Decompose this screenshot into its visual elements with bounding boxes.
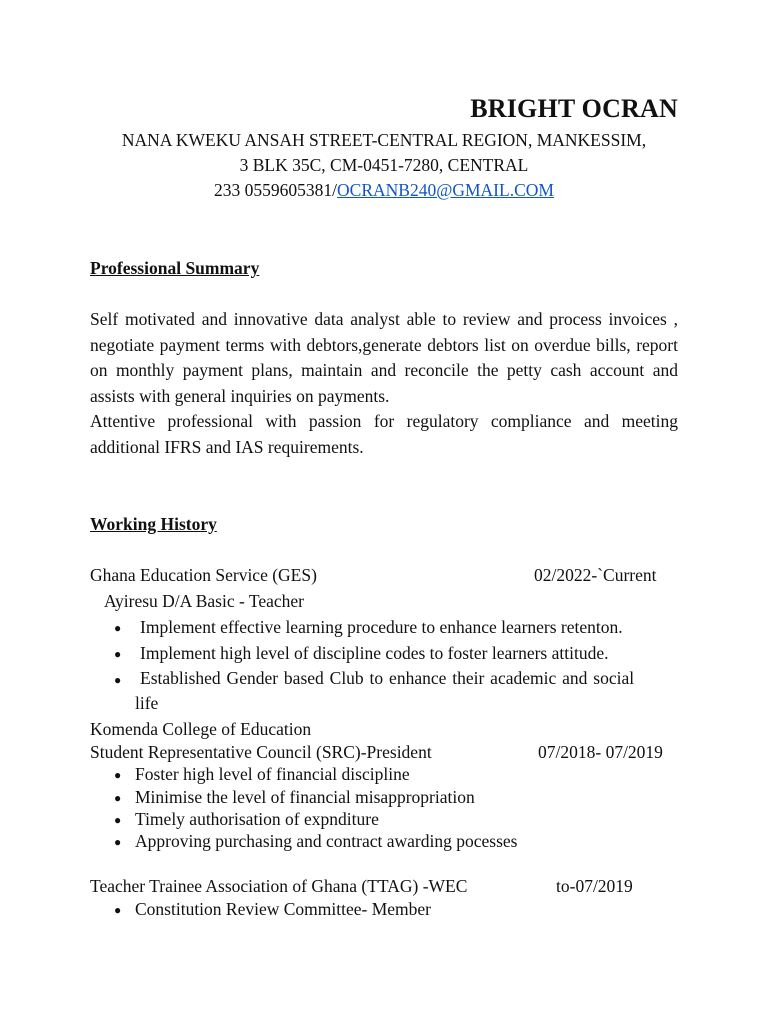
job2-bullet-1: Foster high level of financial discipline: [135, 764, 410, 784]
job2-bullet-3: Timely authorisation of expnditure: [135, 809, 379, 829]
contact-line: [0, 180, 768, 201]
job3-bullet-1: Constitution Review Committee- Member: [135, 899, 432, 919]
summary-text: [90, 307, 678, 461]
job2-dates: 07/2018- 07/2019: [538, 742, 663, 762]
bullet-icon: ●: [114, 673, 122, 687]
address-line-2: 3 BLK 35C, CM-0451-7280, CENTRAL: [239, 155, 529, 175]
bullet-icon: ●: [114, 791, 122, 805]
bullet-icon: ●: [114, 768, 122, 782]
job1-bullet-3-continued: life: [135, 693, 159, 713]
job1-bullet-2: Implement high level of discipline codes to foster learners attitude.: [140, 643, 609, 663]
bullet-icon: ●: [114, 813, 122, 827]
history-heading: Working History: [90, 514, 217, 534]
summary-heading: Professional Summary: [90, 258, 260, 278]
candidate-name: BRIGHT OCRAN: [470, 94, 678, 123]
bullet-icon: ●: [114, 647, 122, 661]
job2-organization: Komenda College of Education: [90, 719, 312, 739]
job1-organization: Ghana Education Service (GES): [90, 565, 317, 585]
summary-paragraph-2: Attentive professional with passion for regulatory compliance and meeting additional IFRS and IAS requirements.: [90, 411, 678, 457]
job2-role: Student Representative Council (SRC)-President: [90, 742, 432, 762]
summary-paragraph-1: Self motivated and innovative data analyst able to review and process invoices , negotiate payment terms with debtors,generate debtors list on overdue bills, report on monthly payment plans, maintain and reconcile the petty cash account and assists with general inquiries on payments.: [90, 309, 678, 406]
job3-organization: Teacher Trainee Association of Ghana (TTAG) -WEC: [90, 876, 468, 896]
job2-bullet-2: Minimise the level of financial misappropriation: [135, 787, 475, 807]
phone-number: 233 0559605381/: [214, 180, 338, 200]
job3-dates: to-07/2019: [556, 876, 633, 896]
job1-role: Ayiresu D/A Basic - Teacher: [104, 591, 304, 611]
email-link[interactable]: OCRANB240@GMAIL.COM: [337, 180, 554, 200]
job2-bullet-4: Approving purchasing and contract awarding pocesses: [135, 831, 518, 851]
address-line-1: NANA KWEKU ANSAH STREET-CENTRAL REGION, MANKESSIM,: [121, 130, 647, 150]
bullet-icon: ●: [114, 835, 122, 849]
job1-bullet-3: Established Gender based Club to enhance their academic and social: [140, 668, 635, 688]
job1-dates: 02/2022-`Current: [534, 565, 657, 585]
bullet-icon: ●: [114, 903, 122, 917]
bullet-icon: ●: [114, 621, 122, 635]
job1-bullet-1: Implement effective learning procedure to enhance learners retenton.: [140, 617, 623, 637]
